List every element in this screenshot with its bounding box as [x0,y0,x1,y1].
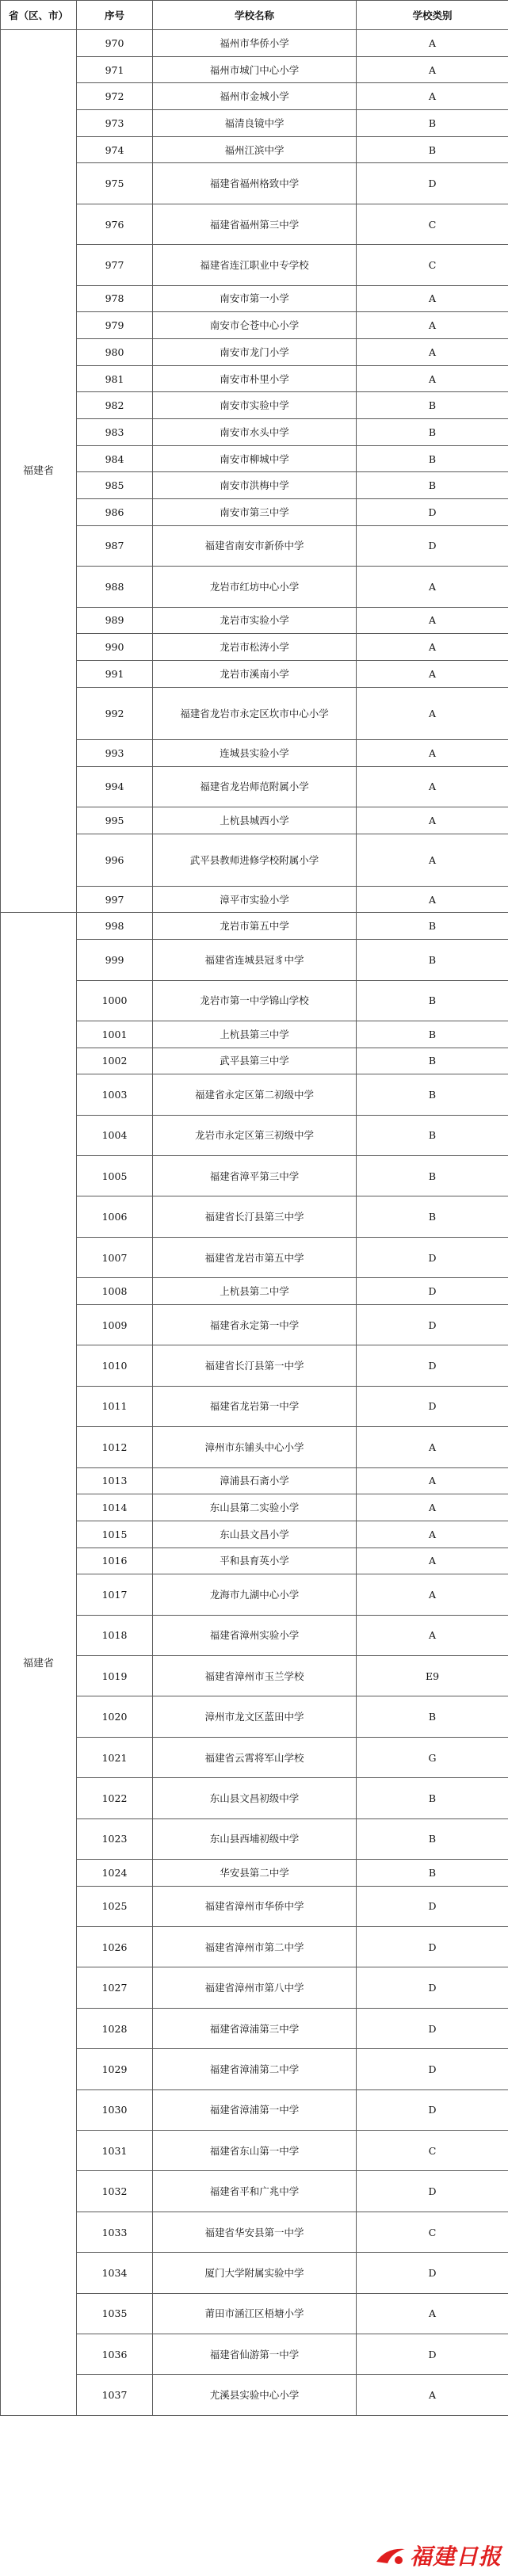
table-row [1,1074,508,1115]
number-cell: 993 [77,739,153,766]
category-cell: B [357,913,508,940]
number-cell: 1032 [77,2171,153,2212]
school-name-cell: 福建省平和广兆中学 [153,2171,357,2212]
number-cell: 984 [77,445,153,472]
table-row [1,204,508,244]
table-row [1,1196,508,1237]
number-cell: 1024 [77,1860,153,1887]
school-name-cell: 南安市洪梅中学 [153,472,357,499]
table-row [1,1737,508,1777]
number-cell: 989 [77,607,153,634]
number-cell: 1035 [77,2293,153,2334]
school-name-cell: 福清良镜中学 [153,110,357,137]
category-cell: A [357,886,508,913]
category-cell: B [357,1156,508,1196]
number-cell: 1002 [77,1048,153,1074]
table-row [1,2212,508,2252]
number-cell: 970 [77,30,153,57]
table-row [1,1021,508,1048]
category-cell: A [357,2293,508,2334]
category-cell: B [357,1115,508,1155]
school-name-cell: 龙海市九湖中心小学 [153,1574,357,1615]
school-name-cell: 龙岩市红坊中心小学 [153,567,357,607]
table-row [1,83,508,110]
number-cell: 1021 [77,1737,153,1777]
category-cell: A [357,83,508,110]
table-row [1,1927,508,1967]
category-cell: A [357,766,508,807]
category-cell: D [357,1967,508,2008]
school-name-cell: 福州市金城小学 [153,83,357,110]
table-row [1,634,508,661]
school-name-cell: 尤溪县实验中心小学 [153,2375,357,2415]
school-name-cell: 平和县育英小学 [153,1548,357,1574]
category-cell: A [357,56,508,83]
category-cell: A [357,607,508,634]
school-name-cell: 福建省东山第一中学 [153,2131,357,2171]
category-cell: A [357,1494,508,1521]
school-name-cell: 福州市城门中心小学 [153,56,357,83]
category-cell: A [357,1615,508,1655]
school-name-cell: 福州市华侨小学 [153,30,357,57]
category-cell: A [357,1427,508,1467]
number-cell: 1009 [77,1304,153,1345]
number-cell: 1028 [77,2008,153,2048]
table-row [1,1967,508,2008]
category-cell: A [357,634,508,661]
category-cell: B [357,980,508,1021]
table-row [1,913,508,940]
table-row [1,807,508,834]
table-row [1,163,508,204]
number-cell: 979 [77,312,153,339]
header-number: 序号 [77,1,153,30]
number-cell: 971 [77,56,153,83]
table-row [1,1237,508,1277]
category-cell: A [357,687,508,739]
table-row [1,607,508,634]
table-row [1,834,508,886]
school-name-cell: 东山县第二实验小学 [153,1494,357,1521]
category-cell: E9 [357,1656,508,1696]
number-cell: 992 [77,687,153,739]
number-cell: 972 [77,83,153,110]
category-cell: B [357,472,508,499]
category-cell: D [357,2049,508,2089]
number-cell: 998 [77,913,153,940]
school-name-cell: 福建省龙岩第一中学 [153,1386,357,1426]
table-row [1,110,508,137]
table-row [1,687,508,739]
table-row [1,2049,508,2089]
school-name-cell: 福建省永定区第二初级中学 [153,1074,357,1115]
number-cell: 1004 [77,1115,153,1155]
school-name-cell: 东山县文昌小学 [153,1521,357,1548]
header-school-name: 学校名称 [153,1,357,30]
table-row [1,886,508,913]
table-row [1,1521,508,1548]
school-name-cell: 龙岩市第一中学锦山学校 [153,980,357,1021]
table-row [1,499,508,526]
category-cell: B [357,445,508,472]
table-row [1,1615,508,1655]
table-row [1,940,508,980]
number-cell: 1016 [77,1548,153,1574]
school-name-cell: 福建省南安市新侨中学 [153,525,357,566]
table-row [1,472,508,499]
number-cell: 981 [77,365,153,392]
school-name-cell: 福建省漳州市第二中学 [153,1927,357,1967]
table-row [1,1048,508,1074]
watermark-text: 福建日报 [409,2544,502,2570]
category-cell: D [357,1886,508,1926]
category-cell: D [357,525,508,566]
number-cell: 1022 [77,1778,153,1818]
category-cell: B [357,1860,508,1887]
header-province: 省（区、市） [1,1,77,30]
table-row [1,1860,508,1887]
category-cell: A [357,1574,508,1615]
category-cell: A [357,2375,508,2415]
table-row [1,56,508,83]
category-cell: B [357,940,508,980]
category-cell: D [357,2089,508,2130]
school-name-cell: 连城县实验小学 [153,739,357,766]
number-cell: 1000 [77,980,153,1021]
table-row [1,285,508,312]
table-row [1,136,508,163]
category-cell: C [357,204,508,244]
school-name-cell: 南安市柳城中学 [153,445,357,472]
school-name-cell: 上杭县城西小学 [153,807,357,834]
header-category: 学校类别 [357,1,508,30]
number-cell: 1014 [77,1494,153,1521]
school-name-cell: 南安市第三中学 [153,499,357,526]
category-cell: D [357,1386,508,1426]
number-cell: 1031 [77,2131,153,2171]
school-name-cell: 福建省云霄将军山学校 [153,1737,357,1777]
school-name-cell: 龙岩市第五中学 [153,913,357,940]
table-row [1,1548,508,1574]
school-name-cell: 上杭县第二中学 [153,1278,357,1305]
number-cell: 1023 [77,1818,153,1859]
number-cell: 1013 [77,1467,153,1494]
school-name-cell: 漳州市龙文区蓝田中学 [153,1696,357,1737]
school-name-cell: 福建省漳州市玉兰学校 [153,1656,357,1696]
table-row [1,365,508,392]
category-cell: A [357,739,508,766]
number-cell: 1025 [77,1886,153,1926]
table-row [1,1656,508,1696]
number-cell: 1034 [77,2253,153,2293]
table-row [1,312,508,339]
table-row [1,1467,508,1494]
category-cell: B [357,1818,508,1859]
category-cell: C [357,2131,508,2171]
category-cell: D [357,1237,508,1277]
table-row [1,766,508,807]
table-row [1,445,508,472]
table-row [1,392,508,419]
school-name-cell: 武平县教师进修学校附属小学 [153,834,357,886]
school-name-cell: 福建省龙岩市第五中学 [153,1237,357,1277]
category-cell: D [357,163,508,204]
category-cell: C [357,2212,508,2252]
category-cell: A [357,834,508,886]
number-cell: 987 [77,525,153,566]
category-cell: D [357,2171,508,2212]
school-name-cell: 福建省漳州市华侨中学 [153,1886,357,1926]
school-name-cell: 南安市实验中学 [153,392,357,419]
table-row [1,1386,508,1426]
table-row [1,739,508,766]
table-row [1,1886,508,1926]
school-name-cell: 福建省漳浦第三中学 [153,2008,357,2048]
category-cell: B [357,1021,508,1048]
header-row [1,1,508,30]
number-cell: 1017 [77,1574,153,1615]
number-cell: 1010 [77,1345,153,1386]
category-cell: C [357,245,508,285]
number-cell: 980 [77,338,153,365]
school-name-cell: 福建省漳平第三中学 [153,1156,357,1196]
school-name-cell: 龙岩市永定区第三初级中学 [153,1115,357,1155]
number-cell: 994 [77,766,153,807]
number-cell: 1001 [77,1021,153,1048]
number-cell: 996 [77,834,153,886]
table-row [1,30,508,57]
category-cell: A [357,1467,508,1494]
category-cell: B [357,392,508,419]
number-cell: 1005 [77,1156,153,1196]
table-row [1,1156,508,1196]
number-cell: 977 [77,245,153,285]
number-cell: 995 [77,807,153,834]
school-name-cell: 南安市水头中学 [153,419,357,446]
category-cell: B [357,110,508,137]
school-name-cell: 武平县第三中学 [153,1048,357,1074]
number-cell: 1011 [77,1386,153,1426]
table-row [1,567,508,607]
number-cell: 983 [77,419,153,446]
school-name-cell: 龙岩市松涛小学 [153,634,357,661]
category-cell: D [357,1927,508,1967]
table-row [1,1696,508,1737]
table-row [1,980,508,1021]
number-cell: 974 [77,136,153,163]
school-name-cell: 福建省龙岩师范附属小学 [153,766,357,807]
school-name-cell: 福州江滨中学 [153,136,357,163]
number-cell: 973 [77,110,153,137]
category-cell: A [357,1548,508,1574]
category-cell: A [357,807,508,834]
category-cell: B [357,1048,508,1074]
number-cell: 999 [77,940,153,980]
school-name-cell: 东山县西埔初级中学 [153,1818,357,1859]
school-name-cell: 福建省华安县第一中学 [153,2212,357,2252]
school-name-cell: 南安市龙门小学 [153,338,357,365]
number-cell: 975 [77,163,153,204]
school-name-cell: 东山县文昌初级中学 [153,1778,357,1818]
category-cell: D [357,2008,508,2048]
number-cell: 1020 [77,1696,153,1737]
newspaper-logo [375,2540,502,2571]
school-name-cell: 漳平市实验小学 [153,886,357,913]
school-name-cell: 漳州市东铺头中心小学 [153,1427,357,1467]
school-name-cell: 福建省福州格致中学 [153,163,357,204]
number-cell: 1030 [77,2089,153,2130]
table-row [1,1574,508,1615]
category-cell: D [357,1278,508,1305]
category-cell: A [357,567,508,607]
table-row [1,1304,508,1345]
province-cell: 福建省 [1,913,77,2415]
school-name-cell: 福建省福州第三中学 [153,204,357,244]
school-name-cell: 厦门大学附属实验中学 [153,2253,357,2293]
category-cell: B [357,1778,508,1818]
table-row [1,245,508,285]
category-cell: B [357,1074,508,1115]
table-row [1,1115,508,1155]
school-name-cell: 福建省永定第一中学 [153,1304,357,1345]
table-row [1,2253,508,2293]
school-name-cell: 华安县第二中学 [153,1860,357,1887]
table-row [1,2171,508,2212]
table-row [1,2293,508,2334]
school-name-cell: 福建省龙岩市永定区坎市中心小学 [153,687,357,739]
number-cell: 1036 [77,2334,153,2374]
category-cell: D [357,499,508,526]
table-row [1,1818,508,1859]
province-cell: 福建省 [1,30,77,913]
number-cell: 1012 [77,1427,153,1467]
category-cell: D [357,2334,508,2374]
school-name-cell: 南安市第一小学 [153,285,357,312]
category-cell: A [357,285,508,312]
number-cell: 976 [77,204,153,244]
category-cell: B [357,1696,508,1737]
school-name-cell: 福建省漳州市第八中学 [153,1967,357,2008]
table-body [1,30,508,2416]
table-row [1,525,508,566]
table-row [1,2089,508,2130]
category-cell: A [357,338,508,365]
number-cell: 1026 [77,1927,153,1967]
table-row [1,2008,508,2048]
category-cell: A [357,660,508,687]
school-name-cell: 龙岩市实验小学 [153,607,357,634]
number-cell: 985 [77,472,153,499]
table-row [1,338,508,365]
category-cell: A [357,312,508,339]
table-row [1,1427,508,1467]
number-cell: 1008 [77,1278,153,1305]
number-cell: 991 [77,660,153,687]
school-name-cell: 福建省长汀县第三中学 [153,1196,357,1237]
number-cell: 1037 [77,2375,153,2415]
table-row [1,419,508,446]
table-row [1,2334,508,2374]
school-name-cell: 福建省漳州实验小学 [153,1615,357,1655]
school-name-cell: 福建省漳浦第二中学 [153,2049,357,2089]
number-cell: 997 [77,886,153,913]
table-row [1,1494,508,1521]
school-name-cell: 福建省连城县冠豸中学 [153,940,357,980]
category-cell: D [357,2253,508,2293]
number-cell: 982 [77,392,153,419]
category-cell: A [357,30,508,57]
number-cell: 1029 [77,2049,153,2089]
number-cell: 1003 [77,1074,153,1115]
number-cell: 1033 [77,2212,153,2252]
number-cell: 1015 [77,1521,153,1548]
school-name-cell: 福建省长汀县第一中学 [153,1345,357,1386]
table-row [1,2375,508,2415]
table-row [1,2131,508,2171]
category-cell: D [357,1345,508,1386]
number-cell: 1006 [77,1196,153,1237]
school-name-cell: 南安市朴里小学 [153,365,357,392]
category-cell: A [357,1521,508,1548]
school-name-cell: 福建省连江职业中专学校 [153,245,357,285]
table-row [1,1278,508,1305]
category-cell: B [357,136,508,163]
number-cell: 1007 [77,1237,153,1277]
school-name-cell: 莆田市涵江区梧塘小学 [153,2293,357,2334]
table-row [1,660,508,687]
category-cell: G [357,1737,508,1777]
category-cell: B [357,1196,508,1237]
school-name-cell: 上杭县第三中学 [153,1021,357,1048]
school-name-cell: 南安市仑苍中心小学 [153,312,357,339]
category-cell: D [357,1304,508,1345]
number-cell: 1027 [77,1967,153,2008]
number-cell: 1018 [77,1615,153,1655]
number-cell: 988 [77,567,153,607]
number-cell: 986 [77,499,153,526]
category-cell: B [357,419,508,446]
school-name-cell: 福建省漳浦第一中学 [153,2089,357,2130]
table-row [1,1345,508,1386]
school-name-cell: 福建省仙游第一中学 [153,2334,357,2374]
number-cell: 990 [77,634,153,661]
logo-swoosh-icon [375,2544,407,2566]
number-cell: 1019 [77,1656,153,1696]
school-name-cell: 龙岩市溪南小学 [153,660,357,687]
category-cell: A [357,365,508,392]
number-cell: 978 [77,285,153,312]
table-row [1,1778,508,1818]
school-name-cell: 漳浦县石斋小学 [153,1467,357,1494]
